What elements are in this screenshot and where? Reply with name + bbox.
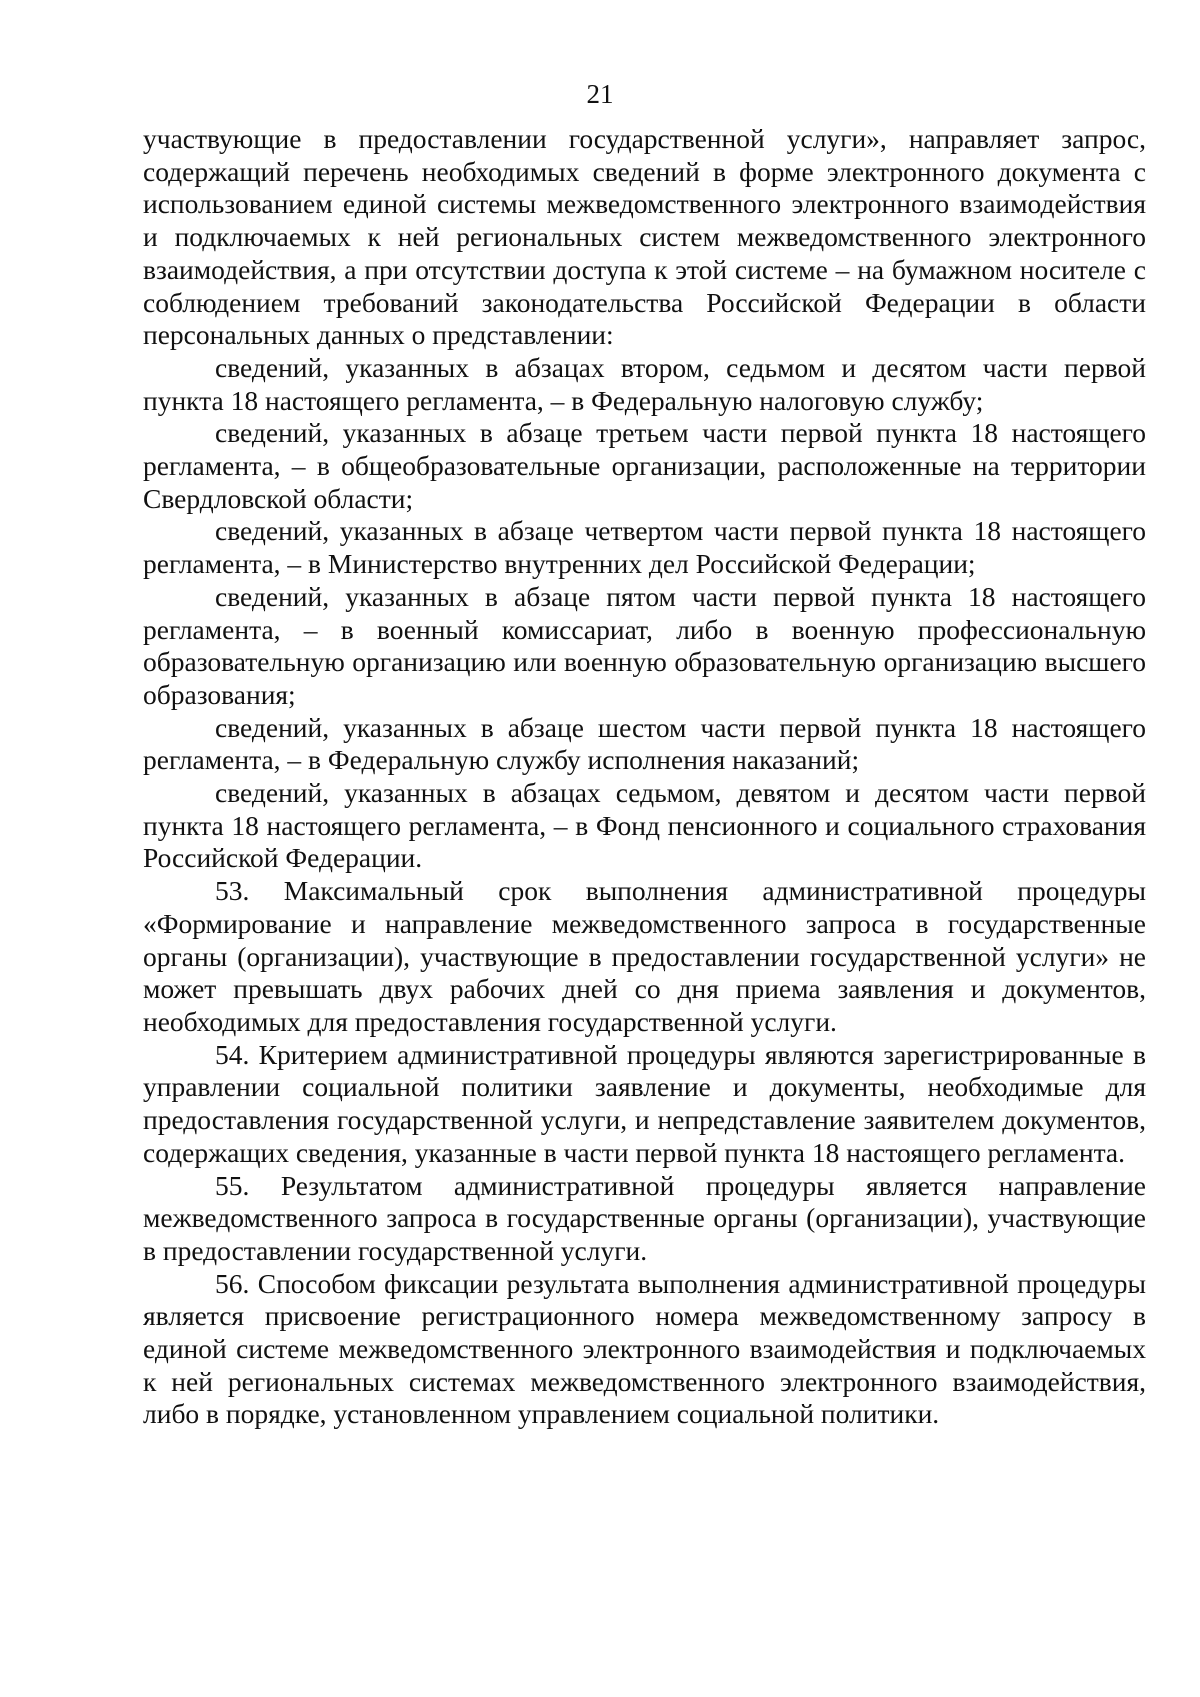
- paragraph: сведений, указанных в абзацах седьмом, девятом и десятом части первой пункта 18 настоящего регламента, – в Фонд пенсионного и социального страхования Российской Федерации.: [143, 777, 1146, 874]
- paragraph: участвующие в предоставлении государственной услуги», направляет запрос, содержащий перечень необходимых сведений в форме электронного документа с использованием единой системы межведомственного электронного взаимодействия и подключаемых к ней региональных систем межведомственного электронного взаимодействия, а при отсутствии доступа к этой системе – на бумажном носителе с соблюдением требований законодательства Российской Федерации в области персональных данных о представлении:: [143, 123, 1146, 351]
- page-number: 21: [586, 79, 614, 109]
- paragraph-item-55: 55. Результатом административной процедуры является направление межведомственного запроса в государственные органы (организации), участвующие в предоставлении государственной услуги.: [143, 1169, 1146, 1266]
- paragraph: сведений, указанных в абзаце третьем части первой пункта 18 настоящего регламента, – в общеобразовательные организации, расположенные на территории Свердловской области;: [143, 417, 1146, 514]
- paragraph: сведений, указанных в абзаце пятом части первой пункта 18 настоящего регламента, – в военный комиссариат, либо в военную профессиональную образовательную организацию или военную образовательную организацию высшего образования;: [143, 580, 1146, 710]
- paragraph: сведений, указанных в абзацах втором, седьмом и десятом части первой пункта 18 настоящего регламента, – в Федеральную налоговую службу;: [143, 351, 1146, 416]
- paragraph: сведений, указанных в абзаце шестом части первой пункта 18 настоящего регламента, – в Федеральную службу исполнения наказаний;: [143, 711, 1146, 776]
- document-body: [143, 123, 1146, 1431]
- paragraph-item-54: 54. Критерием административной процедуры являются зарегистрированные в управлении социальной политики заявление и документы, необходимые для предоставления государственной услуги, и непредставление заявителем документов, содержащих сведения, указанные в части первой пункта 18 настоящего регламента.: [143, 1038, 1146, 1168]
- paragraph-item-56: 56. Способом фиксации результата выполнения административной процедуры является присвоение регистрационного номера межведомственному запросу в единой системе межведомственного электронного взаимодействия и подключаемых к ней региональных системах межведомственного электронного взаимодействия, либо в порядке, установленном управлением социальной политики.: [143, 1267, 1146, 1430]
- paragraph: сведений, указанных в абзаце четвертом части первой пункта 18 настоящего регламента, – в Министерство внутренних дел Российской Федерации;: [143, 515, 1146, 580]
- paragraph-item-53: 53. Максимальный срок выполнения административной процедуры «Формирование и направление межведомственного запроса в государственные органы (организации), участвующие в предоставлении государственной услуги» не может превышать двух рабочих дней со дня приема заявления и документов, необходимых для предоставления государственной услуги.: [143, 875, 1146, 1037]
